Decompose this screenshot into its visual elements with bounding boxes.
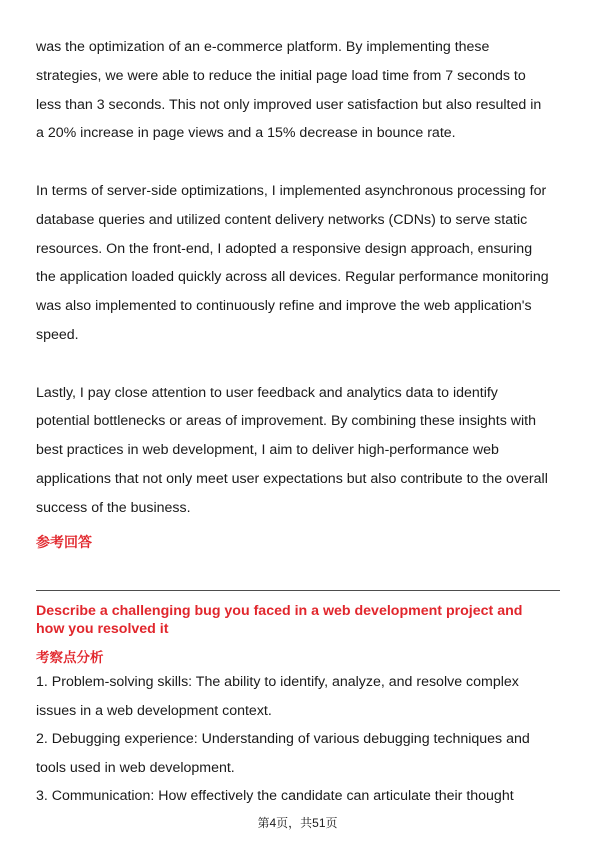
text-line: resources. On the front-end, I adopted a responsive design approach, ensuring bbox=[36, 240, 533, 257]
text-line: database queries and utilized content delivery networks (CDNs) to serve static bbox=[36, 211, 528, 228]
answer-paragraph-3 bbox=[36, 379, 560, 523]
answer-paragraph-2 bbox=[36, 177, 560, 350]
text-line: 2. Debugging experience: Understanding of various debugging techniques and bbox=[36, 731, 530, 748]
text-line: a 20% increase in page views and a 15% decrease in bounce rate. bbox=[36, 125, 456, 142]
text-line: tools used in web development. bbox=[36, 759, 235, 776]
analysis-heading: 考察点分析 bbox=[36, 650, 104, 665]
text-line: potential bottlenecks or areas of improvement. By combining these insights with bbox=[36, 413, 536, 430]
text-line: speed. bbox=[36, 326, 79, 343]
question-section bbox=[36, 602, 560, 811]
text-line: strategies, we were able to reduce the initial page load time from 7 seconds to bbox=[36, 67, 526, 84]
list-item bbox=[36, 668, 560, 725]
list-item bbox=[36, 782, 560, 811]
text-line: was the optimization of an e-commerce platform. By implementing these bbox=[36, 39, 490, 55]
question-title bbox=[36, 602, 560, 638]
title-line: how you resolved it bbox=[36, 621, 169, 637]
text-line: 1. Problem-solving skills: The ability to identify, analyze, and resolve complex bbox=[36, 674, 519, 690]
text-line: success of the business. bbox=[36, 499, 191, 516]
text-line: 3. Communication: How effectively the candidate can articulate their thought bbox=[36, 788, 514, 805]
text-line: the application loaded quickly across all devices. Regular performance monitoring bbox=[36, 269, 549, 286]
answer-body bbox=[36, 33, 560, 552]
text-line: was also implemented to continuously refine and improve the web application's bbox=[36, 298, 532, 315]
paragraph-spacer bbox=[36, 350, 560, 379]
text-line: best practices in web development, I aim to deliver high-performance web bbox=[36, 442, 499, 459]
analysis-points bbox=[36, 668, 560, 811]
text-line: applications that not only meet user expectations but also contribute to the overall bbox=[36, 470, 548, 487]
text-line: Lastly, I pay close attention to user feedback and analytics data to identify bbox=[36, 384, 498, 401]
text-line: issues in a web development context. bbox=[36, 702, 272, 719]
text-line: less than 3 seconds. This not only improved user satisfaction but also resulted in bbox=[36, 96, 542, 113]
section-divider bbox=[36, 590, 560, 591]
reference-answer-label: 参考回答 bbox=[36, 533, 92, 550]
title-line: Describe a challenging bug you faced in a web development project and bbox=[36, 603, 523, 619]
list-item bbox=[36, 725, 560, 782]
answer-paragraph-1 bbox=[36, 33, 560, 148]
paragraph-spacer bbox=[36, 148, 560, 177]
text-line: In terms of server-side optimizations, I implemented asynchronous processing for bbox=[36, 182, 547, 199]
page-number: 第4页，共51页 bbox=[257, 816, 338, 830]
